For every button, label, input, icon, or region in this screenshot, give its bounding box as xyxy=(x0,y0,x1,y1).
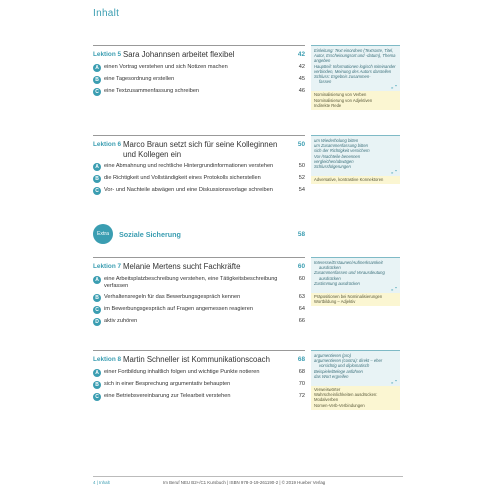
quote-icon: „ “ xyxy=(391,379,397,385)
letter-badge: C xyxy=(93,88,101,96)
letter-badge: C xyxy=(93,306,101,314)
redemittel-box xyxy=(311,45,400,91)
side-note: Zusammenfassen und Verausdeutung xyxy=(314,270,385,276)
side-note: ausdrücken xyxy=(319,275,341,281)
side-note: fassen xyxy=(319,79,332,85)
side-panel-7 xyxy=(311,257,400,306)
item-text: eine Betriebsvereinbarung zur Telearbeit verstehen xyxy=(104,392,231,399)
item-text: einer Fortbildung inhaltlich folgen und wichtige Punkte notieren xyxy=(104,368,260,375)
side-note: Zustimmung ausdrücken xyxy=(314,280,360,286)
side-note: sich der Richtigkeit versichern xyxy=(314,148,370,154)
grammar-note: Indirekte Rede xyxy=(314,102,342,108)
list-item[interactable] xyxy=(93,163,305,171)
page-title: Inhalt xyxy=(93,8,120,19)
item-text: Vor- und Nachteile abwägen und eine Diskussionsvorlage schreiben xyxy=(104,187,273,193)
extra-badge: Extra xyxy=(93,224,113,244)
lesson-title[interactable]: Sara Johannsen arbeitet flexibel xyxy=(123,50,235,59)
side-note: Hauptteil: Informationen logisch miteinander verbinden, Meinung des Autors darstellen xyxy=(314,63,396,74)
item-page: 66 xyxy=(298,317,305,324)
grammar-box xyxy=(311,91,400,110)
item-page: 72 xyxy=(298,392,305,399)
side-note: um Zusammenfassung bitten xyxy=(314,143,368,149)
grammar-note: Nominalisierung von Verben xyxy=(314,92,367,98)
list-item[interactable] xyxy=(93,294,305,302)
lesson-page: 50 xyxy=(297,141,305,148)
letter-badge: A xyxy=(93,64,101,72)
list-item[interactable] xyxy=(93,369,305,377)
list-item[interactable] xyxy=(93,88,305,96)
item-text: sich in einer Besprechung argumentativ behaupten xyxy=(104,380,231,387)
lesson-title[interactable]: Melanie Mertens sucht Fachkräfte xyxy=(123,262,241,271)
item-page: 63 xyxy=(298,293,305,300)
lesson-code: Lektion 6 xyxy=(93,141,122,148)
item-text: die Richtigkeit und Vollständigkeit eines Protokolls sicherstellen xyxy=(104,175,261,181)
lesson-code: Lektion 7 xyxy=(93,263,122,270)
side-note: Vor-/Nachteile benennen xyxy=(314,153,361,159)
item-page: 68 xyxy=(298,368,305,375)
letter-badge: A xyxy=(93,163,101,171)
item-text: eine Tagesordnung erstellen xyxy=(104,75,175,82)
side-note: das Wort ergreifen xyxy=(314,373,349,379)
lesson-title[interactable]: Marco Braun setzt sich für seine Kolleginnen und Kollegen ein xyxy=(123,140,278,159)
grammar-note: Wahrscheinlichkeiten ausdrücken: xyxy=(314,392,378,398)
item-page: 60 xyxy=(298,275,305,282)
footer-page-label: 4 | Inhalt xyxy=(93,480,110,485)
side-note: vergleichen/abwägen xyxy=(314,158,354,164)
extra-page: 58 xyxy=(297,230,305,238)
lesson-8 xyxy=(93,350,305,401)
grammar-note: Wortbildung – Adjektiv xyxy=(314,299,356,305)
side-note: vorsichtig und diplomatisch xyxy=(319,363,370,369)
list-item[interactable] xyxy=(93,306,305,314)
list-item[interactable] xyxy=(93,187,305,195)
side-note: argumentieren (pro) xyxy=(314,353,352,358)
redemittel-box xyxy=(311,257,400,293)
lesson-code: Lektion 5 xyxy=(93,51,122,58)
lesson-page: 42 xyxy=(297,51,305,58)
side-note: argumentieren (contra): direkt – eher xyxy=(314,358,383,364)
grammar-note: Verweiswörter xyxy=(314,387,341,393)
item-page: 45 xyxy=(298,75,305,82)
grammar-box xyxy=(311,176,400,184)
redemittel-box xyxy=(311,135,400,176)
extra-title: Soziale Sicherung xyxy=(119,229,181,239)
quote-icon: „ “ xyxy=(391,169,397,175)
grammar-note: Präpositionen bei Nominalisierungen xyxy=(314,294,383,300)
page-footer xyxy=(93,476,403,485)
side-note: Beispiele/Belege anführen xyxy=(314,368,363,374)
list-item[interactable] xyxy=(93,64,305,72)
item-text: aktiv zuhören xyxy=(104,317,138,324)
side-panel-6 xyxy=(311,135,400,184)
grammar-note: Adversative, kontrastive Konnektoren xyxy=(314,177,384,183)
item-page: 52 xyxy=(298,175,305,181)
letter-badge: B xyxy=(93,76,101,84)
redemittel-box xyxy=(311,350,400,386)
list-item[interactable] xyxy=(93,76,305,84)
letter-badge: A xyxy=(93,369,101,377)
item-page: 50 xyxy=(298,163,305,169)
side-note: um Wiederholung bitten xyxy=(314,138,359,143)
item-text: eine Abmahnung und rechtliche Hintergrundinformationen verstehen xyxy=(104,163,274,169)
letter-badge: B xyxy=(93,294,101,302)
lesson-6 xyxy=(93,135,305,195)
item-page: 54 xyxy=(298,187,305,193)
footer-imprint: Im Beruf NEU B2+/C1 Kursbuch | ISBN 978-3-19-261190-2 | © 2019 Hueber Verlag xyxy=(163,480,326,485)
letter-badge: C xyxy=(93,393,101,401)
grammar-note: Nomen-Verb-Verbindungen xyxy=(314,402,365,408)
quote-icon: „ “ xyxy=(391,286,397,292)
list-item[interactable] xyxy=(93,318,305,326)
grammar-box xyxy=(311,293,400,306)
list-item[interactable] xyxy=(93,393,305,401)
side-note: Einleitung: Text einordnen (Textsorte, Titel, Autor, Erscheinungsort und -datum), Thema angeben xyxy=(314,48,396,64)
letter-badge: B xyxy=(93,381,101,389)
lesson-title[interactable]: Martin Schneller ist Kommunikationscoach xyxy=(123,355,270,364)
list-item[interactable] xyxy=(93,276,305,290)
side-panel-5 xyxy=(311,45,400,110)
item-page: 46 xyxy=(298,87,305,94)
side-note: Schluss: Ergebnis zusammen- xyxy=(314,74,371,80)
lesson-page: 60 xyxy=(297,263,305,270)
letter-badge: A xyxy=(93,276,101,284)
grammar-note: Nominalisierung von Adjektiven xyxy=(314,97,373,103)
item-text: im Bewerbungsgespräch auf Fragen angemessen reagieren xyxy=(104,305,253,312)
item-page: 70 xyxy=(298,380,305,387)
list-item[interactable] xyxy=(93,381,305,389)
lesson-page: 68 xyxy=(297,356,305,363)
item-text: eine Textzusammenfassung schreiben xyxy=(104,87,200,94)
list-item[interactable] xyxy=(93,175,305,183)
side-panel-8 xyxy=(311,350,400,410)
side-note: ausdrücken xyxy=(319,265,341,271)
item-text: eine Arbeitsplatzbeschreibung verstehen, eine Tätigkeitsbeschreibung verfassen xyxy=(104,275,278,289)
lesson-5 xyxy=(93,45,305,96)
letter-badge: D xyxy=(93,318,101,326)
lesson-code: Lektion 8 xyxy=(93,356,122,363)
grammar-box xyxy=(311,386,400,410)
item-text: einen Vortrag verstehen und sich Notizen machen xyxy=(104,63,228,70)
extra-section[interactable] xyxy=(93,224,305,244)
side-note: Schlussfolgerungen xyxy=(314,164,351,170)
item-page: 64 xyxy=(298,305,305,312)
item-text: Verhaltensregeln für das Bewerbungsgespräch kennen xyxy=(104,293,241,300)
item-page: 42 xyxy=(298,63,305,70)
side-note: Interesse/Erstaunen/Aufmerksamkeit xyxy=(314,260,383,265)
quote-icon: „ “ xyxy=(391,84,397,90)
letter-badge: B xyxy=(93,175,101,183)
grammar-note: Modalverben xyxy=(314,397,339,403)
letter-badge: C xyxy=(93,187,101,195)
lesson-7 xyxy=(93,257,305,326)
